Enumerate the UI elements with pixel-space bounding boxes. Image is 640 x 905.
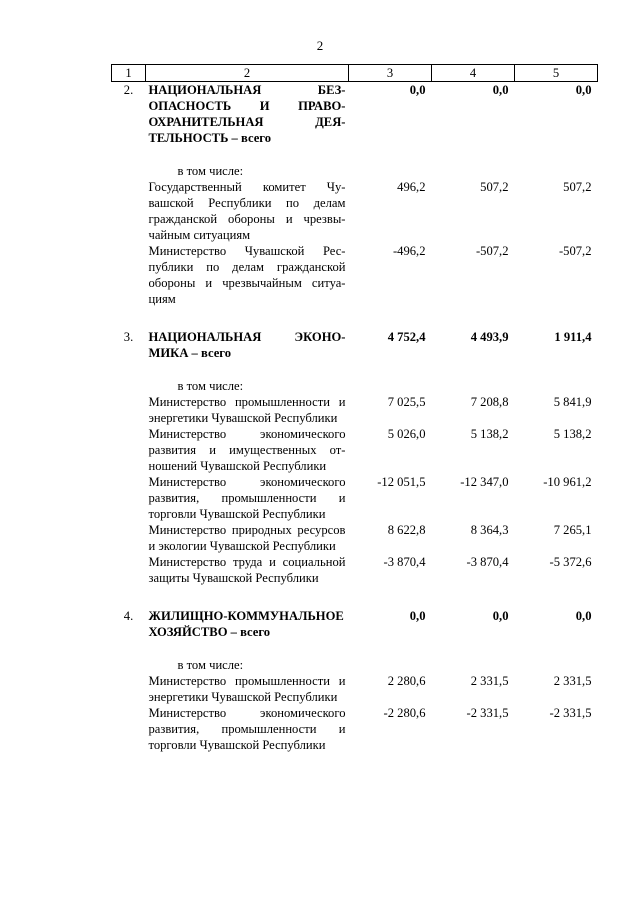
section-value-col5: 1 911,4 <box>554 330 592 344</box>
row-name: Министерство промышленности и энергетики Чувашской Республики <box>148 674 346 704</box>
subtitle-label: в том числе: <box>177 164 244 178</box>
section-value-col5: 0,0 <box>575 83 592 97</box>
row-value-col5: 7 265,1 <box>553 523 592 537</box>
row-value-col5: 507,2 <box>563 180 592 194</box>
row-value-col5: -507,2 <box>558 244 592 258</box>
row-value-col4: 5 138,2 <box>470 427 509 441</box>
row-value-col3: -2 280,6 <box>383 706 426 720</box>
row-value-col4: -3 870,4 <box>466 555 509 569</box>
section-number: 2. <box>123 83 134 97</box>
table-row <box>112 179 598 243</box>
row-value-col4: 507,2 <box>480 180 509 194</box>
column-header-3: 3 <box>349 65 432 82</box>
row-value-col4: -507,2 <box>475 244 509 258</box>
section-value-col3: 0,0 <box>409 609 426 623</box>
section-row <box>112 608 598 640</box>
row-value-col4: 7 208,8 <box>470 395 509 409</box>
column-header-5: 5 <box>515 65 598 82</box>
row-name: Министерство Чувашской Республики по делам гражданской обороны и чрезвычайным ситуациям <box>148 244 346 306</box>
section-title: НАЦИОНАЛЬНАЯ ЭКОНОМИКА – всего <box>148 330 346 360</box>
row-value-col3: -496,2 <box>392 244 426 258</box>
row-value-col5: 5 841,9 <box>553 395 592 409</box>
subtitle-label: в том числе: <box>177 379 244 393</box>
row-value-col3: -12 051,5 <box>377 475 426 489</box>
row-name: Министерство природных ресурсов и экологии Чувашской Республики <box>148 523 346 553</box>
row-name: Министерство экономического развития, промышленности и торговли Чувашской Республики <box>148 706 346 752</box>
row-value-col4: 2 331,5 <box>470 674 509 688</box>
row-name: Государственный комитет Чувашской Республики по делам гражданской обороны и чрезвычайным ситуациям <box>148 180 346 242</box>
row-value-col4: 8 364,3 <box>470 523 509 537</box>
section-value-col4: 4 493,9 <box>470 330 509 344</box>
row-name: Министерство экономического развития, промышленности и торговли Чувашской Республики <box>148 475 346 521</box>
budget-table <box>111 64 598 753</box>
column-header-1: 1 <box>112 65 146 82</box>
row-value-col5: -2 331,5 <box>549 706 592 720</box>
column-header-4: 4 <box>432 65 515 82</box>
section-value-col5: 0,0 <box>575 609 592 623</box>
table-row <box>112 474 598 522</box>
section-value-col4: 0,0 <box>492 83 509 97</box>
row-value-col3: 8 622,8 <box>387 523 426 537</box>
subtitle-row <box>112 163 598 179</box>
table-row <box>112 705 598 753</box>
row-value-col3: 496,2 <box>397 180 426 194</box>
row-value-col5: -10 961,2 <box>543 475 592 489</box>
section-value-col4: 0,0 <box>492 609 509 623</box>
subtitle-row <box>112 378 598 394</box>
table-row <box>112 554 598 586</box>
row-value-col4: -2 331,5 <box>466 706 509 720</box>
row-value-col3: 5 026,0 <box>387 427 426 441</box>
subtitle-label: в том числе: <box>177 658 244 672</box>
table-row <box>112 426 598 474</box>
section-title: НАЦИОНАЛЬНАЯ БЕЗОПАСНОСТЬ И ПРАВООХРАНИТЕЛЬНАЯ ДЕЯТЕЛЬНОСТЬ – всего <box>148 83 346 145</box>
subtitle-row <box>112 657 598 673</box>
row-value-col3: -3 870,4 <box>383 555 426 569</box>
page-number: 2 <box>316 38 324 53</box>
section-row <box>112 82 598 147</box>
row-value-col3: 2 280,6 <box>387 674 426 688</box>
section-number: 4. <box>123 609 134 623</box>
table-header <box>112 65 598 82</box>
row-value-col4: -12 347,0 <box>460 475 509 489</box>
section-value-col3: 4 752,4 <box>387 330 426 344</box>
table-row <box>112 394 598 426</box>
row-name: Министерство промышленности и энергетики Чувашской Республики <box>148 395 346 425</box>
row-value-col5: -5 372,6 <box>549 555 592 569</box>
section-title: ЖИЛИЩНО-КОММУНАЛЬНОЕ ХОЗЯЙСТВО – всего <box>148 609 344 639</box>
table-row <box>112 522 598 554</box>
table-row <box>112 243 598 307</box>
row-name: Министерство труда и социальной защиты Чувашской Республики <box>148 555 346 585</box>
table-row <box>112 673 598 705</box>
row-value-col5: 2 331,5 <box>553 674 592 688</box>
section-row <box>112 329 598 361</box>
column-header-2: 2 <box>146 65 349 82</box>
row-value-col5: 5 138,2 <box>553 427 592 441</box>
row-value-col3: 7 025,5 <box>387 395 426 409</box>
row-name: Министерство экономического развития и имущественных отношений Чувашской Республики <box>148 427 346 473</box>
section-value-col3: 0,0 <box>409 83 426 97</box>
section-number: 3. <box>123 330 134 344</box>
